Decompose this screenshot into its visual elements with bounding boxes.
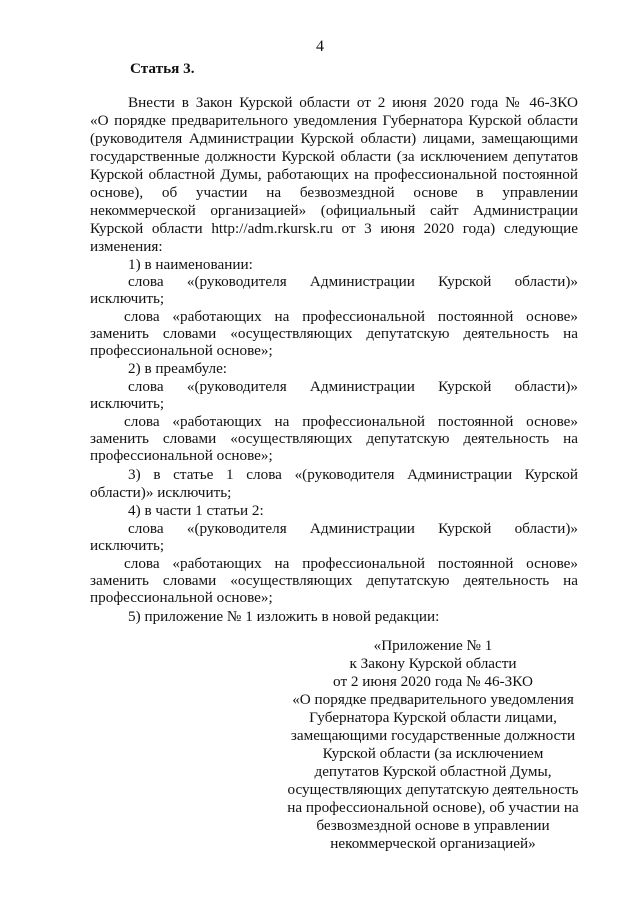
- body-line: заменить словами «осуществляющих депутатскую деятельность на: [90, 325, 578, 342]
- list-item-3: 3) в статье 1 слова «(руководителя Администрации Курской: [128, 466, 578, 483]
- appendix-line: Курской области (за исключением: [322, 745, 544, 762]
- body-line: слова «работающих на профессиональной постоянной основе»: [124, 308, 578, 325]
- body-line: исключить;: [90, 537, 165, 554]
- appendix-line: замещающими государственные должности: [290, 727, 576, 744]
- body-line: слова «(руководителя Администрации Курской области)»: [128, 520, 578, 537]
- appendix-line: к Закону Курской области: [349, 655, 517, 672]
- body-line: изменения:: [90, 238, 163, 255]
- appendix-line: от 2 июня 2020 года № 46-ЗКО: [333, 673, 533, 690]
- body-line: «О порядке предварительного уведомления Губернатора Курской области: [90, 112, 578, 129]
- appendix-line: «Приложение № 1: [373, 637, 493, 654]
- body-line: Внести в Закон Курской области от 2 июня 2020 года № 46-ЗКО: [128, 94, 578, 111]
- body-line: Курской области http://adm.rkursk.ru от 3 июня 2020 года) следующие: [90, 220, 578, 237]
- body-line: исключить;: [90, 395, 165, 412]
- article-heading: Статья 3.: [130, 60, 195, 77]
- body-line: основе), об участии на безвозмездной основе в управлении: [90, 184, 578, 201]
- body-line: слова «(руководителя Администрации Курской области)»: [128, 273, 578, 290]
- body-line: заменить словами «осуществляющих депутатскую деятельность на: [90, 430, 578, 447]
- body-line: исключить;: [90, 290, 165, 307]
- page-number: 4: [316, 38, 324, 55]
- list-item-2: 2) в преамбуле:: [128, 360, 228, 377]
- body-line: государственные должности Курской области (за исключением депутатов: [90, 148, 578, 165]
- appendix-line: безвозмездной основе в управлении: [316, 817, 550, 834]
- appendix-line: «О порядке предварительного уведомления: [292, 691, 574, 708]
- appendix-line: депутатов Курской областной Думы,: [314, 763, 552, 780]
- body-line: слова «работающих на профессиональной постоянной основе»: [124, 413, 578, 430]
- appendix-line: Губернатора Курской области лицами,: [309, 709, 557, 726]
- body-line: профессиональной основе»;: [90, 342, 273, 359]
- list-item-1: 1) в наименовании:: [128, 256, 253, 273]
- body-line: некоммерческой организацией» (официальный сайт Администрации: [90, 202, 578, 219]
- body-line: заменить словами «осуществляющих депутатскую деятельность на: [90, 572, 578, 589]
- body-line: профессиональной основе»;: [90, 447, 273, 464]
- appendix-line: на профессиональной основе), об участии на: [287, 799, 579, 816]
- body-line: профессиональной основе»;: [90, 589, 273, 606]
- body-line: (руководителя Администрации Курской области) лицами, замещающими: [90, 130, 578, 147]
- appendix-line: некоммерческой организацией»: [330, 835, 536, 852]
- appendix-line: осуществляющих депутатскую деятельность: [287, 781, 579, 798]
- body-line: области)» исключить;: [90, 484, 232, 501]
- list-item-5: 5) приложение № 1 изложить в новой редакции:: [128, 608, 440, 625]
- body-line: Курской областной Думы, работающих на профессиональной постоянной: [90, 166, 578, 183]
- body-line: слова «работающих на профессиональной постоянной основе»: [124, 555, 578, 572]
- list-item-4: 4) в части 1 статьи 2:: [128, 502, 264, 519]
- body-line: слова «(руководителя Администрации Курской области)»: [128, 378, 578, 395]
